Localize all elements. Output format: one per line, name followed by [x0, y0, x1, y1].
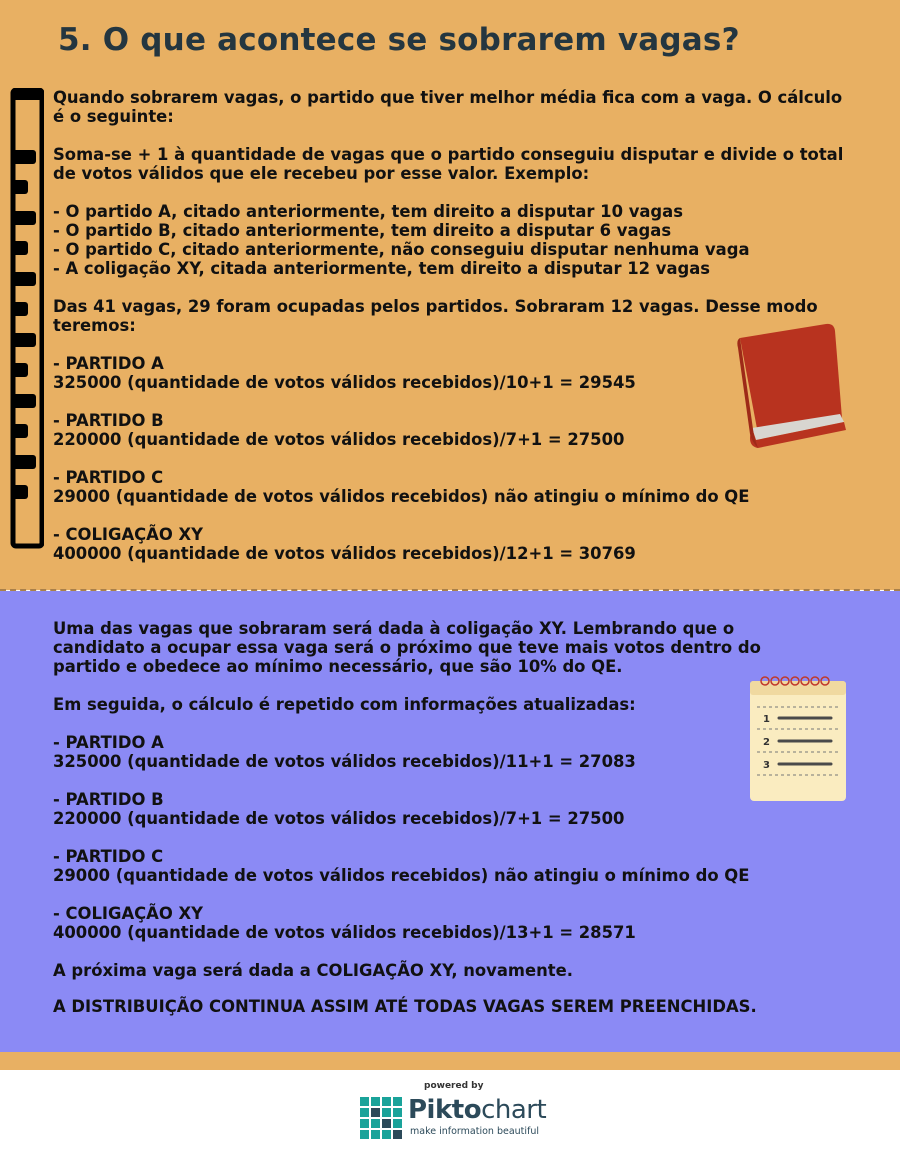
bullet-item: - O partido B, citado anteriormente, tem direito a disputar 6 vagas: [53, 221, 672, 240]
page-title: 5. O que acontece se sobrarem vagas?: [58, 22, 740, 58]
notepad-number: 3: [763, 760, 770, 771]
party-calc: 400000 (quantidade de votos válidos recebidos)/13+1 = 28571: [53, 923, 636, 942]
brand-name-part: Pikto: [408, 1095, 482, 1125]
summary-paragraph: Das 41 vagas, 29 foram ocupadas pelos partidos. Sobraram 12 vagas. Desse modo teremos:: [53, 297, 818, 335]
party-calc: 29000 (quantidade de votos válidos recebidos) não atingiu o mínimo do QE: [53, 487, 750, 506]
recalc-paragraph: Em seguida, o cálculo é repetido com informações atualizadas:: [53, 695, 636, 714]
party-heading: - PARTIDO C: [53, 468, 164, 487]
party-heading: - PARTIDO B: [53, 790, 164, 809]
party-calc: 29000 (quantidade de votos válidos recebidos) não atingiu o mínimo do QE: [53, 866, 750, 885]
book-icon: [734, 322, 849, 454]
formula-paragraph: Soma-se + 1 à quantidade de vagas que o partido conseguiu disputar e divide o total de votos válidos que ele recebeu por esse valor. Exemplo:: [53, 145, 844, 183]
binder-rings-icon: [10, 88, 44, 550]
brand-name[interactable]: [408, 1095, 546, 1125]
party-heading: - PARTIDO A: [53, 733, 164, 752]
party-calc: 220000 (quantidade de votos válidos recebidos)/7+1 = 27500: [53, 430, 625, 449]
bullet-item: - O partido A, citado anteriormente, tem direito a disputar 10 vagas: [53, 202, 683, 221]
top-text: [53, 88, 853, 563]
party-calc: 400000 (quantidade de votos válidos recebidos)/12+1 = 30769: [53, 544, 636, 563]
brand-name-part: chart: [481, 1095, 547, 1125]
party-calc: 325000 (quantidade de votos válidos recebidos)/11+1 = 27083: [53, 752, 636, 771]
bullet-item: - A coligação XY, citada anteriormente, tem direito a disputar 12 vagas: [53, 259, 711, 278]
party-heading: - COLIGAÇÃO XY: [53, 525, 204, 544]
party-calc: 220000 (quantidade de votos válidos recebidos)/7+1 = 27500: [53, 809, 625, 828]
notepad-number: 2: [763, 737, 770, 748]
party-heading: - PARTIDO C: [53, 847, 164, 866]
piktochart-logo-icon[interactable]: [360, 1097, 404, 1141]
bottom-text: [53, 619, 853, 1016]
party-heading: - PARTIDO B: [53, 411, 164, 430]
conclusion-paragraph: A DISTRIBUIÇÃO CONTINUA ASSIM ATÉ TODAS VAGAS SEREM PREENCHIDAS.: [53, 997, 757, 1016]
powered-by-label: powered by: [424, 1081, 484, 1091]
party-heading: - PARTIDO A: [53, 354, 164, 373]
next-seat-paragraph: A próxima vaga será dada a COLIGAÇÃO XY, novamente.: [53, 961, 573, 980]
party-calc: 325000 (quantidade de votos válidos recebidos)/10+1 = 29545: [53, 373, 636, 392]
intro-paragraph: Quando sobrarem vagas, o partido que tiver melhor média fica com a vaga. O cálculo é o seguinte:: [53, 88, 843, 126]
bottom-section: [0, 591, 900, 1052]
notepad-list-icon: [749, 675, 847, 803]
notepad-number: 1: [763, 714, 770, 725]
bullet-item: - O partido C, citado anteriormente, não conseguiu disputar nenhuma vaga: [53, 240, 750, 259]
footer: [0, 1070, 900, 1150]
bottom-strip: [0, 1052, 900, 1070]
brand-tagline: make information beautiful: [410, 1126, 540, 1137]
party-heading: - COLIGAÇÃO XY: [53, 904, 204, 923]
bottom-intro-paragraph: Uma das vagas que sobraram será dada à coligação XY. Lembrando que o candidato a ocupar essa vaga será o próximo que teve mais votos dentro do partido e obedece ao mínimo necessário, que são 10% do QE.: [53, 619, 761, 676]
